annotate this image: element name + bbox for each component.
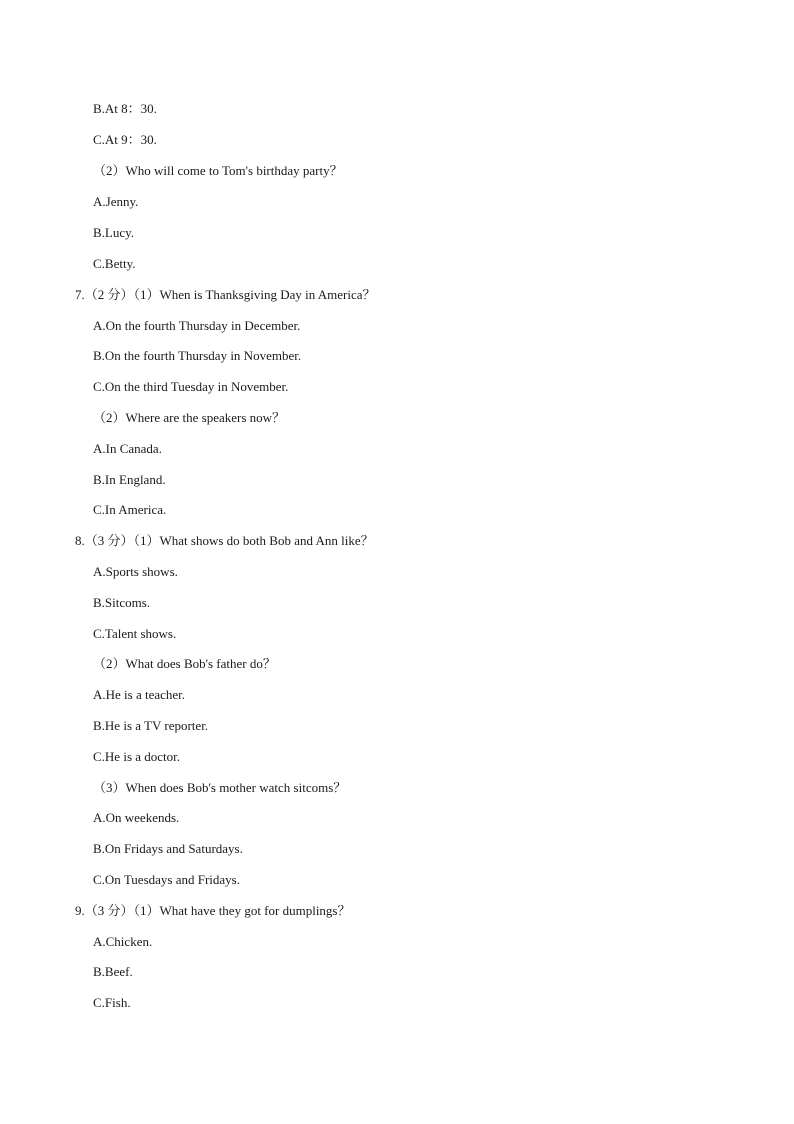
sub-question-line: （2）Where are the speakers now？ [93, 410, 286, 425]
option-c-line: C.At 9：30. [93, 132, 157, 147]
option-c-line: C.On the third Tuesday in November. [93, 379, 289, 394]
sub-question-line: （2）Who will come to Tom's birthday party？ [93, 163, 343, 178]
option-a-line: A.On the fourth Thursday in December. [93, 318, 301, 333]
question-9-line: 9.（3 分）（1）What have they got for dumplings？ [75, 903, 351, 918]
option-a-line: A.Sports shows. [93, 564, 178, 579]
option-c-line: C.Fish. [93, 995, 131, 1010]
option-b-line: B.On Fridays and Saturdays. [93, 841, 243, 856]
option-b-line: B.On the fourth Thursday in November. [93, 348, 302, 363]
option-c-line: C.He is a doctor. [93, 749, 181, 764]
option-c-line: C.In America. [93, 502, 167, 517]
question-7-line: 7.（2 分）（1）When is Thanksgiving Day in America？ [75, 287, 376, 302]
option-c-line: C.On Tuesdays and Fridays. [93, 872, 240, 887]
option-a-line: A.He is a teacher. [93, 687, 186, 702]
option-a-line: A.Jenny. [93, 194, 139, 209]
option-b-line: B.In England. [93, 472, 166, 487]
option-b-line: B.Beef. [93, 964, 133, 979]
sub-question-line: （2）What does Bob's father do？ [93, 656, 276, 671]
sub-question-line: （3）When does Bob's mother watch sitcoms？ [93, 780, 347, 795]
option-a-line: A.Chicken. [93, 934, 153, 949]
option-a-line: A.In Canada. [93, 441, 162, 456]
option-a-line: A.On weekends. [93, 810, 180, 825]
option-b-line: B.Lucy. [93, 225, 135, 240]
option-b-line: B.Sitcoms. [93, 595, 151, 610]
option-b-line: B.At 8：30. [93, 101, 157, 116]
option-c-line: C.Talent shows. [93, 626, 177, 641]
option-b-line: B.He is a TV reporter. [93, 718, 209, 733]
option-c-line: C.Betty. [93, 256, 136, 271]
question-8-line: 8.（3 分）（1）What shows do both Bob and Ann like？ [75, 533, 374, 548]
